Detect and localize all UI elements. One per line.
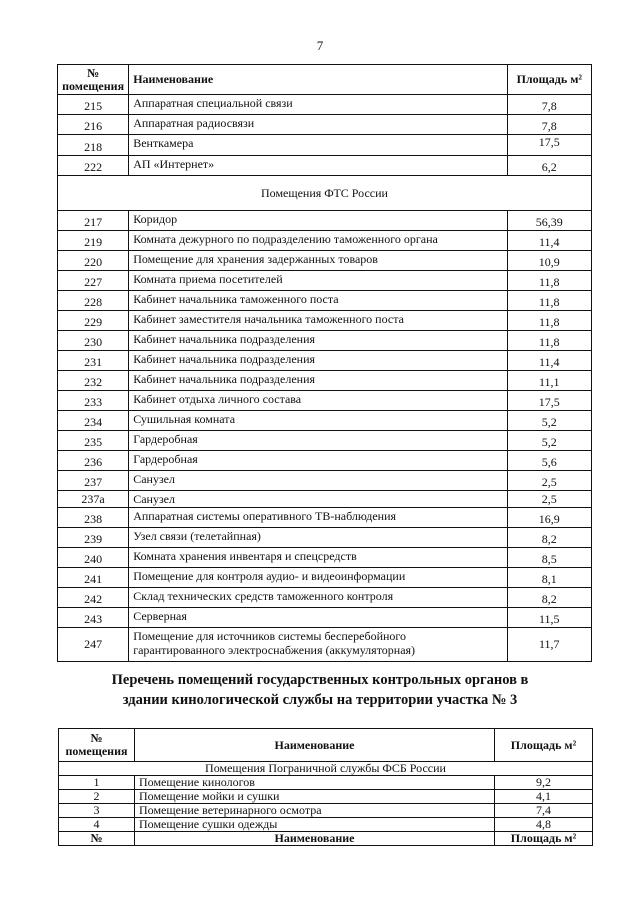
room-area: 11,4 xyxy=(507,351,591,371)
room-area: 8,2 xyxy=(507,528,591,548)
room-name: Кабинет начальника подразделения xyxy=(129,371,507,391)
room-name: Кабинет отдыха личного состава xyxy=(129,391,507,411)
table-row xyxy=(58,508,592,528)
room-area: 10,9 xyxy=(507,251,591,271)
room-number: 234 xyxy=(58,411,129,431)
room-area: 8,1 xyxy=(507,568,591,588)
room-number: 220 xyxy=(58,251,129,271)
room-area: 11,7 xyxy=(507,628,591,662)
room-number: 2 xyxy=(59,790,135,804)
room-name: Аппаратная системы оперативного ТВ-наблюдения xyxy=(129,508,507,528)
table-row xyxy=(58,211,592,231)
room-area: 2,5 xyxy=(507,471,591,491)
room-name: Комната дежурного по подразделению таможенного органа xyxy=(129,231,507,251)
room-area: 8,5 xyxy=(507,548,591,568)
table-row xyxy=(58,135,592,156)
room-number: 215 xyxy=(58,95,129,115)
table-row xyxy=(58,115,592,135)
table-row xyxy=(58,371,592,391)
table-row xyxy=(58,291,592,311)
table-row xyxy=(58,156,592,176)
table-row xyxy=(58,608,592,628)
table-row xyxy=(58,331,592,351)
room-number: 227 xyxy=(58,271,129,291)
room-area: 7,8 xyxy=(507,95,591,115)
room-number: 240 xyxy=(58,548,129,568)
room-name: Помещение мойки и сушки xyxy=(135,790,495,804)
room-name: Комната хранения инвентаря и спецсредств xyxy=(129,548,507,568)
room-name: Помещение ветеринарного осмотра xyxy=(135,804,495,818)
room-number: 237а xyxy=(58,491,129,508)
room-name: Помещение для хранения задержанных товаров xyxy=(129,251,507,271)
room-number: 231 xyxy=(58,351,129,371)
room-number: 247 xyxy=(58,628,129,662)
section-title-fts: Помещения ФТС России xyxy=(58,176,592,211)
room-number: 239 xyxy=(58,528,129,548)
room-number: 241 xyxy=(58,568,129,588)
rooms-table-kennel xyxy=(58,728,593,846)
room-area: 17,5 xyxy=(507,135,591,156)
room-area: 4,8 xyxy=(495,818,593,832)
table-row xyxy=(58,588,592,608)
table-row xyxy=(58,391,592,411)
room-area: 17,5 xyxy=(507,391,591,411)
room-area: 5,6 xyxy=(507,451,591,471)
room-area: 56,39 xyxy=(507,211,591,231)
table-row xyxy=(58,628,592,662)
table-header-row xyxy=(58,65,592,95)
room-name: Аппаратная специальной связи xyxy=(129,95,507,115)
table-row xyxy=(58,251,592,271)
room-area: 5,2 xyxy=(507,431,591,451)
room-name xyxy=(129,628,507,662)
room-name: Помещение сушки одежды xyxy=(135,818,495,832)
room-number: 229 xyxy=(58,311,129,331)
table-row xyxy=(58,568,592,588)
room-number: 236 xyxy=(58,451,129,471)
table-footer-row xyxy=(59,832,593,846)
table-row xyxy=(59,818,593,832)
section-title-fsb: Помещения Пограничной службы ФСБ России xyxy=(59,762,593,776)
room-area: 7,4 xyxy=(495,804,593,818)
room-name: Склад технических средств таможенного контроля xyxy=(129,588,507,608)
room-number: 4 xyxy=(59,818,135,832)
room-name: Помещение кинологов xyxy=(135,776,495,790)
table-row xyxy=(58,548,592,568)
room-number: 232 xyxy=(58,371,129,391)
room-area: 11,8 xyxy=(507,291,591,311)
room-name: Серверная xyxy=(129,608,507,628)
page-number: 7 xyxy=(316,38,324,53)
room-name: Сушильная комната xyxy=(129,411,507,431)
section-heading-line-2: здании кинологической службы на территории участка № 3 xyxy=(122,692,518,708)
table-row xyxy=(59,790,593,804)
room-number: 238 xyxy=(58,508,129,528)
table-row xyxy=(58,528,592,548)
room-name: Гардеробная xyxy=(129,451,507,471)
room-number: 228 xyxy=(58,291,129,311)
footer-room-number: № xyxy=(59,832,135,846)
room-area: 11,5 xyxy=(507,608,591,628)
room-name: Гардеробная xyxy=(129,431,507,451)
footer-name: Наименование xyxy=(135,832,495,846)
room-name: Венткамера xyxy=(129,135,507,156)
section-row xyxy=(58,176,592,211)
room-number: 243 xyxy=(58,608,129,628)
room-number: 216 xyxy=(58,115,129,135)
header-name: Наименование xyxy=(135,729,495,762)
room-number: 242 xyxy=(58,588,129,608)
table-row xyxy=(58,431,592,451)
table-row xyxy=(58,351,592,371)
table-row xyxy=(58,411,592,431)
room-area: 4,1 xyxy=(495,790,593,804)
header-room-number: № помещения xyxy=(59,729,135,762)
room-area: 11,8 xyxy=(507,311,591,331)
room-number: 217 xyxy=(58,211,129,231)
section-heading-line-1: Перечень помещений государственных контрольных органов в xyxy=(111,672,529,688)
room-area: 2,5 xyxy=(507,491,591,508)
room-name: Аппаратная радиосвязи xyxy=(129,115,507,135)
room-area: 11,8 xyxy=(507,331,591,351)
room-area: 16,9 xyxy=(507,508,591,528)
room-name-line-1: Помещение для источников системы бесперебойного xyxy=(133,629,407,643)
room-name: Кабинет начальника подразделения xyxy=(129,331,507,351)
room-name: АП «Интернет» xyxy=(129,156,507,176)
header-room-number: № помещения xyxy=(58,65,129,95)
section-row xyxy=(59,762,593,776)
table-row xyxy=(58,471,592,491)
table-row xyxy=(59,776,593,790)
header-area: Площадь м² xyxy=(507,65,591,95)
table-row xyxy=(58,491,592,508)
room-number: 230 xyxy=(58,331,129,351)
table-row xyxy=(58,231,592,251)
table-row xyxy=(58,451,592,471)
room-name: Кабинет начальника подразделения xyxy=(129,351,507,371)
room-area: 11,8 xyxy=(507,271,591,291)
table-header-row xyxy=(59,729,593,762)
room-number: 235 xyxy=(58,431,129,451)
room-name: Помещение для контроля аудио- и видеоинформации xyxy=(129,568,507,588)
room-number: 233 xyxy=(58,391,129,411)
room-name: Санузел xyxy=(129,491,507,508)
room-number: 219 xyxy=(58,231,129,251)
room-area: 7,8 xyxy=(507,115,591,135)
room-name: Комната приема посетителей xyxy=(129,271,507,291)
room-number: 1 xyxy=(59,776,135,790)
room-number: 222 xyxy=(58,156,129,176)
table-row xyxy=(58,271,592,291)
room-area: 8,2 xyxy=(507,588,591,608)
table-row xyxy=(58,311,592,331)
header-area: Площадь м² xyxy=(495,729,593,762)
room-area: 5,2 xyxy=(507,411,591,431)
room-name-line-2: гарантированного электроснабжения (аккумуляторная) xyxy=(133,643,416,657)
rooms-table-main xyxy=(57,64,592,662)
room-number: 3 xyxy=(59,804,135,818)
room-area: 11,1 xyxy=(507,371,591,391)
room-area: 11,4 xyxy=(507,231,591,251)
room-number: 218 xyxy=(58,135,129,156)
room-area: 6,2 xyxy=(507,156,591,176)
table-row xyxy=(58,95,592,115)
room-name: Кабинет начальника таможенного поста xyxy=(129,291,507,311)
room-number: 237 xyxy=(58,471,129,491)
header-name: Наименование xyxy=(129,65,507,95)
room-name: Кабинет заместителя начальника таможенного поста xyxy=(129,311,507,331)
footer-area: Площадь м² xyxy=(495,832,593,846)
room-name: Узел связи (телетайпная) xyxy=(129,528,507,548)
room-name: Коридор xyxy=(129,211,507,231)
table-row xyxy=(59,804,593,818)
room-name: Санузел xyxy=(129,471,507,491)
room-area: 9,2 xyxy=(495,776,593,790)
section-heading xyxy=(60,670,580,710)
